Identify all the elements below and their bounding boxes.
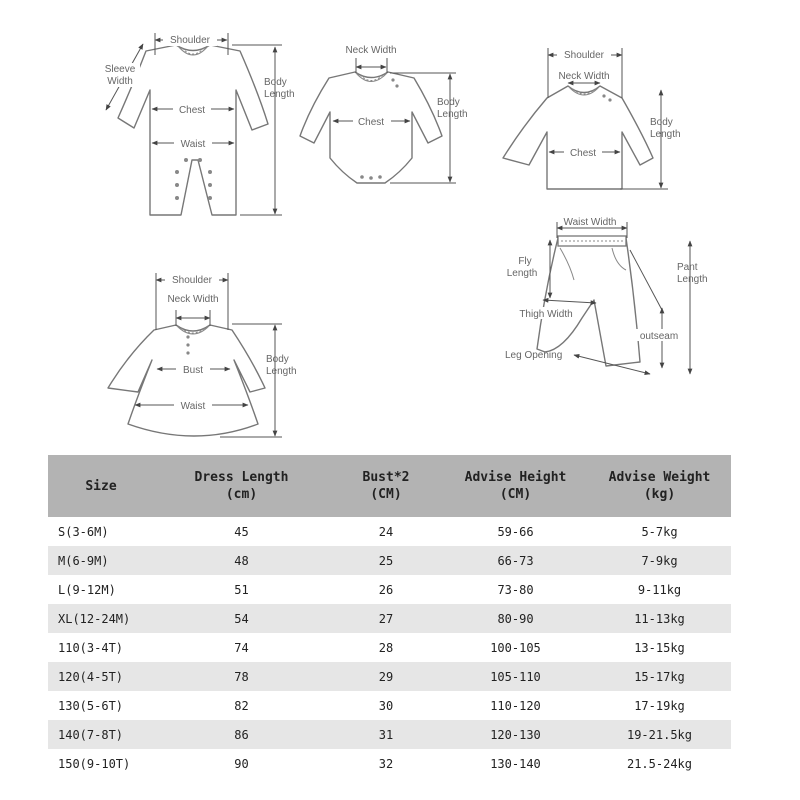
pants-leg-opening-label: Leg Opening <box>505 350 563 361</box>
romper-diagram <box>100 33 295 215</box>
header-bust: Bust*2 (CM) <box>329 455 443 517</box>
cell-dress-length: 90 <box>154 749 329 778</box>
table-row <box>48 604 731 633</box>
dress-body-length-label-2: Length <box>266 366 297 377</box>
header-size: Size <box>48 455 154 517</box>
romper-sleeve-width-label-1: Sleeve <box>104 64 136 75</box>
bodysuit-body-length-label-2: Length <box>437 109 468 120</box>
cell-size: 110(3-4T) <box>48 633 154 662</box>
size-chart-table <box>48 455 731 778</box>
cell-size: 150(9-10T) <box>48 749 154 778</box>
cell-size: XL(12-24M) <box>48 604 154 633</box>
top-body-length-label-2: Length <box>650 129 681 140</box>
dress-body-length-label-1: Body <box>266 354 289 365</box>
top-outline <box>503 86 653 189</box>
cell-advise-weight: 5-7kg <box>588 517 731 546</box>
cell-advise-height: 100-105 <box>443 633 588 662</box>
cell-advise-height: 120-130 <box>443 720 588 749</box>
cell-bust: 26 <box>329 575 443 604</box>
top-diagram <box>503 48 681 189</box>
cell-bust: 29 <box>329 662 443 691</box>
header-advise-height: Advise Height (CM) <box>443 455 588 517</box>
dress-neck-width-label: Neck Width <box>167 294 219 305</box>
table-row <box>48 546 731 575</box>
table-body <box>48 517 731 778</box>
cell-dress-length: 54 <box>154 604 329 633</box>
cell-advise-weight: 21.5-24kg <box>588 749 731 778</box>
top-shoulder-label: Shoulder <box>563 50 605 61</box>
cell-advise-weight: 7-9kg <box>588 546 731 575</box>
cell-advise-weight: 9-11kg <box>588 575 731 604</box>
dress-bust-label: Bust <box>182 365 204 376</box>
romper-chest-label: Chest <box>178 105 206 116</box>
pants-outseam-label: outseam <box>639 331 679 342</box>
dress-waist-label: Waist <box>180 401 206 412</box>
cell-bust: 24 <box>329 517 443 546</box>
bodysuit-chest-label: Chest <box>357 117 385 128</box>
romper-body-length-label-1: Body <box>264 77 287 88</box>
cell-dress-length: 78 <box>154 662 329 691</box>
cell-bust: 25 <box>329 546 443 575</box>
cell-dress-length: 48 <box>154 546 329 575</box>
cell-size: 130(5-6T) <box>48 691 154 720</box>
pants-diagram <box>505 217 708 374</box>
cell-bust: 31 <box>329 720 443 749</box>
pants-thigh-width-label: Thigh Width <box>519 309 573 320</box>
cell-bust: 32 <box>329 749 443 778</box>
table-row <box>48 662 731 691</box>
dress-outline <box>108 325 265 436</box>
cell-size: S(3-6M) <box>48 517 154 546</box>
cell-advise-height: 66-73 <box>443 546 588 575</box>
cell-advise-height: 110-120 <box>443 691 588 720</box>
pants-pant-length-label-1: Pant <box>677 262 698 273</box>
cell-advise-height: 80-90 <box>443 604 588 633</box>
cell-advise-height: 105-110 <box>443 662 588 691</box>
pants-outline <box>537 238 640 366</box>
pants-fly-length-label-2: Length <box>506 268 538 279</box>
top-neck-width-label: Neck Width <box>558 71 610 82</box>
top-chest-label: Chest <box>569 148 597 159</box>
cell-bust: 30 <box>329 691 443 720</box>
romper-body-length-label-2: Length <box>264 89 295 100</box>
cell-advise-weight: 11-13kg <box>588 604 731 633</box>
table-header-row <box>48 455 731 517</box>
bodysuit-body-length-label-1: Body <box>437 97 460 108</box>
bodysuit-neck-width-label: Neck Width <box>345 45 397 56</box>
romper-outline <box>118 45 268 215</box>
cell-advise-height: 73-80 <box>443 575 588 604</box>
table-row <box>48 720 731 749</box>
cell-advise-weight: 15-17kg <box>588 662 731 691</box>
cell-advise-height: 130-140 <box>443 749 588 778</box>
cell-advise-height: 59-66 <box>443 517 588 546</box>
cell-dress-length: 51 <box>154 575 329 604</box>
bodysuit-diagram <box>300 45 468 183</box>
pants-pant-length-label-2: Length <box>677 274 708 285</box>
cell-size: 140(7-8T) <box>48 720 154 749</box>
romper-waist-label: Waist <box>180 139 206 150</box>
table-row <box>48 633 731 662</box>
cell-bust: 27 <box>329 604 443 633</box>
header-dress-length: Dress Length (cm) <box>154 455 329 517</box>
pants-fly-length-label-1: Fly <box>518 256 532 267</box>
table-row <box>48 517 731 546</box>
cell-dress-length: 86 <box>154 720 329 749</box>
cell-advise-weight: 17-19kg <box>588 691 731 720</box>
romper-shoulder-label: Shoulder <box>169 35 211 46</box>
cell-bust: 28 <box>329 633 443 662</box>
pants-waist-width-label: Waist Width <box>563 217 617 228</box>
table-row <box>48 691 731 720</box>
cell-dress-length: 45 <box>154 517 329 546</box>
cell-dress-length: 82 <box>154 691 329 720</box>
header-advise-weight: Advise Weight (kg) <box>588 455 731 517</box>
cell-size: M(6-9M) <box>48 546 154 575</box>
table-row <box>48 575 731 604</box>
dress-shoulder-label: Shoulder <box>171 275 213 286</box>
cell-advise-weight: 19-21.5kg <box>588 720 731 749</box>
top-body-length-label-1: Body <box>650 117 673 128</box>
cell-dress-length: 74 <box>154 633 329 662</box>
romper-sleeve-width-label-2: Width <box>107 76 133 87</box>
cell-size: 120(4-5T) <box>48 662 154 691</box>
cell-advise-weight: 13-15kg <box>588 633 731 662</box>
table-row <box>48 749 731 778</box>
dress-diagram <box>108 273 297 437</box>
cell-size: L(9-12M) <box>48 575 154 604</box>
